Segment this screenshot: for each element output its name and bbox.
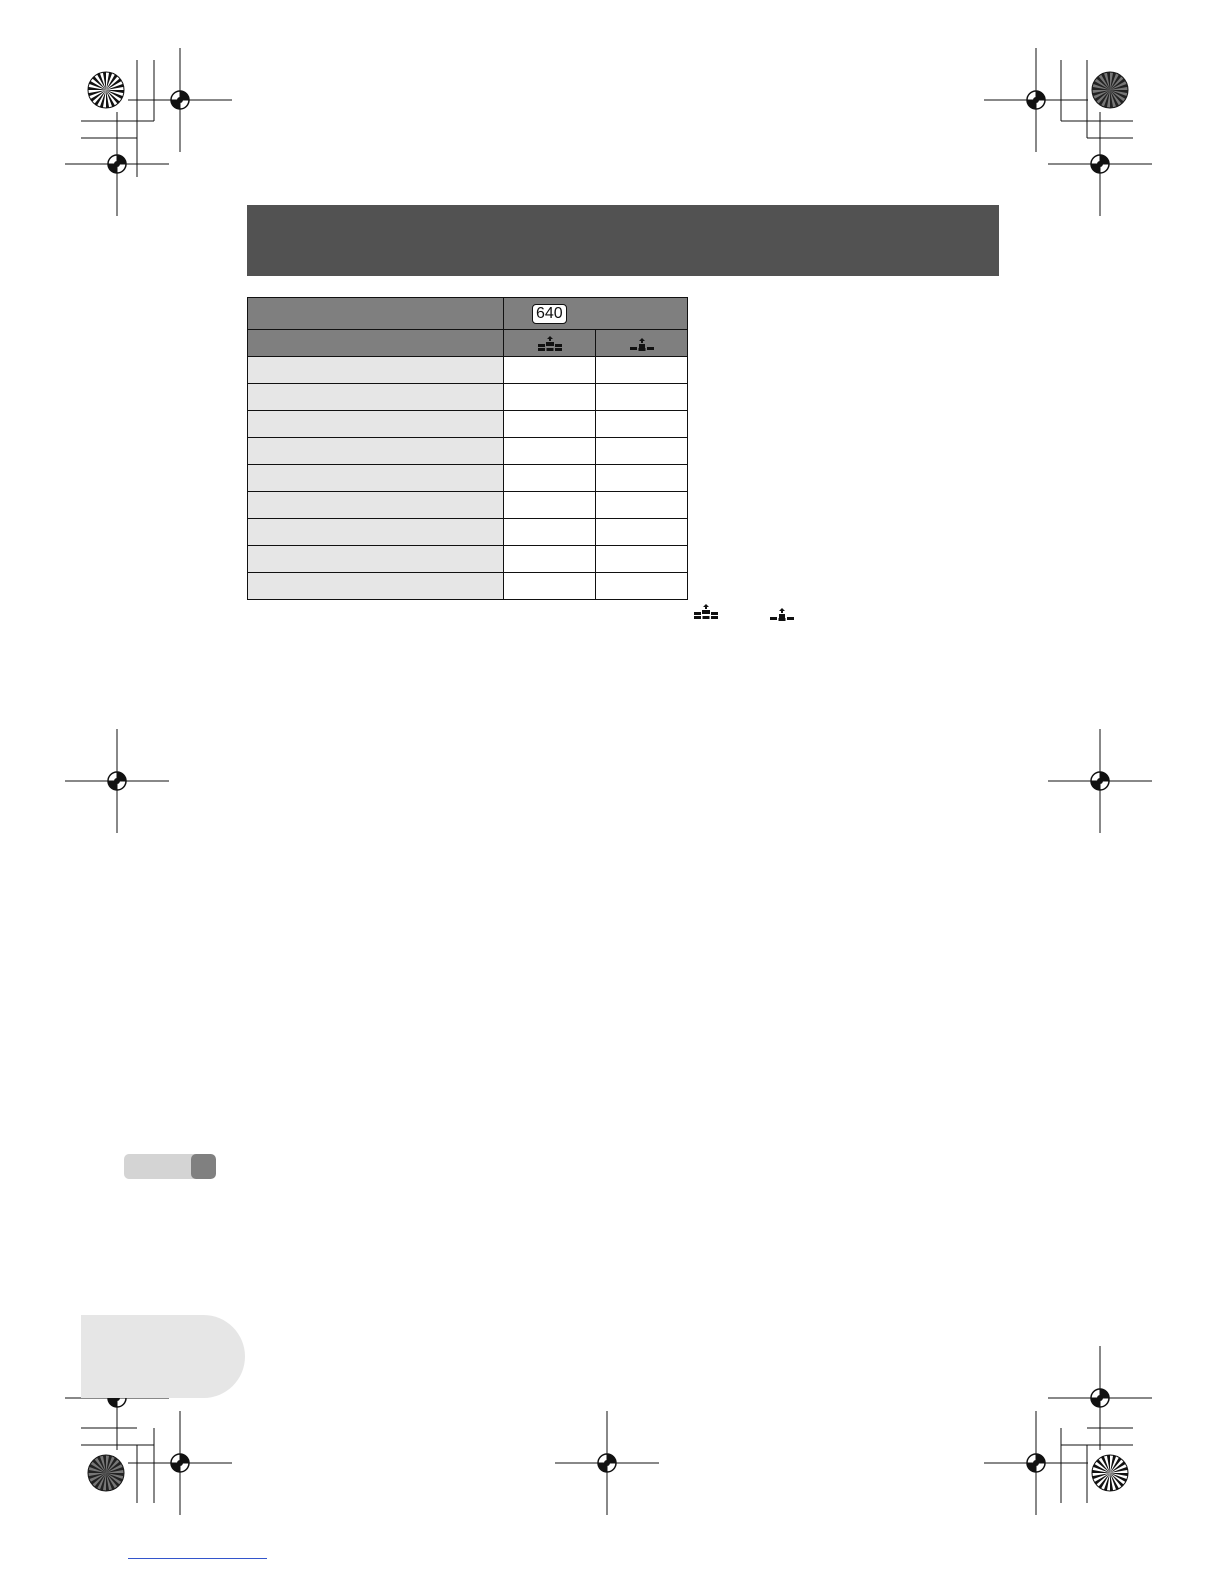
row-label xyxy=(248,573,504,600)
row-economy-value xyxy=(596,438,688,465)
color-rosette xyxy=(88,1455,124,1491)
footnote-economy-icon xyxy=(770,608,794,621)
crosshair-target xyxy=(1048,1346,1152,1450)
crosshair-target xyxy=(555,1411,659,1515)
economy-mode-icon xyxy=(630,338,654,351)
row-high-quality-value xyxy=(504,438,596,465)
table-row xyxy=(248,384,688,411)
color-rosette xyxy=(88,72,124,108)
table-row xyxy=(248,492,688,519)
row-label xyxy=(248,411,504,438)
crosshair-target xyxy=(128,48,232,152)
row-label xyxy=(248,384,504,411)
crosshair-target xyxy=(128,1411,232,1515)
row-economy-value xyxy=(596,519,688,546)
row-economy-value xyxy=(596,384,688,411)
page-number-tab xyxy=(81,1315,245,1398)
table-row xyxy=(248,438,688,465)
row-high-quality-value xyxy=(504,411,596,438)
row-high-quality-value xyxy=(504,384,596,411)
table-row xyxy=(248,357,688,384)
title-banner xyxy=(247,205,999,276)
footer-link-underline[interactable] xyxy=(128,1558,267,1559)
section-tab-pill-end xyxy=(191,1154,216,1179)
header-blank-cell xyxy=(248,298,504,330)
header-resolution-cell xyxy=(504,298,688,330)
row-high-quality-value xyxy=(504,546,596,573)
crosshair-target xyxy=(1048,112,1152,216)
row-high-quality-value xyxy=(504,573,596,600)
row-economy-value xyxy=(596,411,688,438)
row-label xyxy=(248,492,504,519)
crosshair-target xyxy=(984,1411,1088,1515)
color-rosette xyxy=(1092,1455,1128,1491)
table-row xyxy=(248,573,688,600)
crosshair-target xyxy=(1048,729,1152,833)
subheader-high-quality-cell xyxy=(504,330,596,357)
crosshair-target xyxy=(65,112,169,216)
row-economy-value xyxy=(596,492,688,519)
crosshair-target xyxy=(65,729,169,833)
resolution-badge: 640 xyxy=(532,304,567,324)
row-high-quality-value xyxy=(504,492,596,519)
table-row xyxy=(248,519,688,546)
subheader-blank-cell xyxy=(248,330,504,357)
table-header-row xyxy=(248,298,688,330)
subheader-economy-cell xyxy=(596,330,688,357)
table-row xyxy=(248,411,688,438)
row-label xyxy=(248,546,504,573)
table-body xyxy=(248,357,688,600)
row-label xyxy=(248,465,504,492)
table-row xyxy=(248,546,688,573)
table-subheader-row xyxy=(248,330,688,357)
row-high-quality-value xyxy=(504,519,596,546)
row-high-quality-value xyxy=(504,465,596,492)
crosshair-target xyxy=(984,48,1088,152)
row-economy-value xyxy=(596,465,688,492)
spec-table xyxy=(247,297,688,600)
row-economy-value xyxy=(596,573,688,600)
row-economy-value xyxy=(596,357,688,384)
row-high-quality-value xyxy=(504,357,596,384)
row-economy-value xyxy=(596,546,688,573)
table-row xyxy=(248,465,688,492)
row-label xyxy=(248,438,504,465)
row-label xyxy=(248,519,504,546)
row-label xyxy=(248,357,504,384)
section-tab-pill xyxy=(124,1154,216,1179)
footnote-high-quality-icon xyxy=(694,604,718,620)
color-rosette xyxy=(1092,72,1128,108)
high-quality-mode-icon xyxy=(538,336,562,351)
